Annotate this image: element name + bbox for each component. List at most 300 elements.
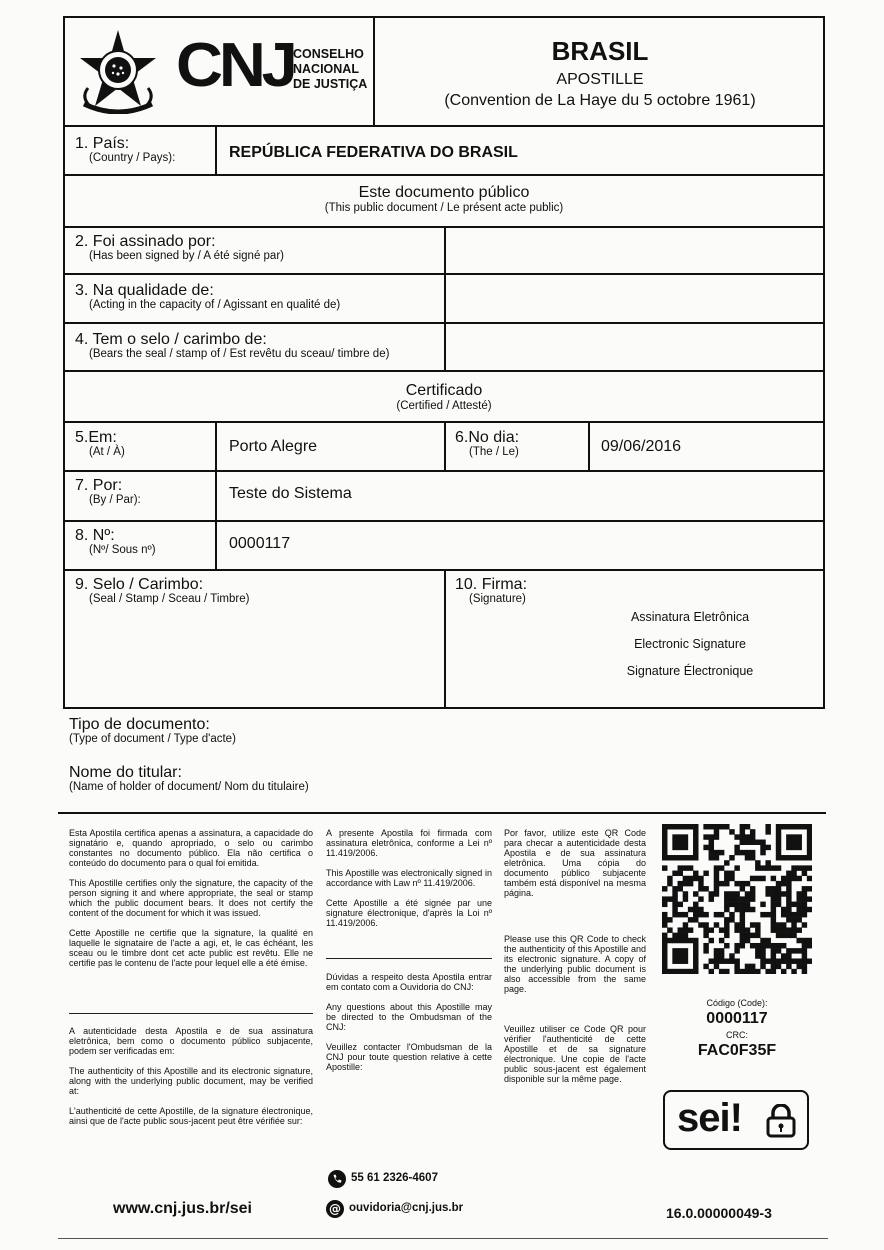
qr-module [807,907,812,912]
qr-module [703,964,708,969]
sei-logo-text: sei! [677,1096,742,1140]
qr-module [771,927,776,932]
signed-label-text: 2. Foi assinado por: [75,233,216,250]
qr-module [714,891,719,896]
qr-module [667,969,672,974]
qr-module [683,834,688,839]
qr-module [729,876,734,881]
qr-module [693,958,698,963]
qr-module [667,896,672,901]
qr-module [771,917,776,922]
qr-module [802,891,807,896]
qr-module [683,912,688,917]
qr-module [750,907,755,912]
qr-module [734,845,739,850]
qr-module [672,840,677,845]
brazil-coat-of-arms-emblem [74,28,162,114]
qr-module [771,953,776,958]
footer-col3-p1: Por favor, utilize este QR Code para checar a autenticidade desta Apostila e de sua assinatura eletrônica. Uma cópia do documento público subjacente também está disponível na mesma página. [504,828,646,898]
qr-module [724,927,729,932]
email-icon [326,1200,344,1218]
qr-code[interactable] [662,824,812,974]
apostille-title: APOSTILLE [556,71,644,88]
footer-col1-p6: L'authenticité de cette Apostille, de la signature électronique, ainsi que de l'acte public sous-jacent peut être vérifiée sur: [69,1106,313,1126]
qr-module [745,881,750,886]
qr-module [709,850,714,855]
qr-module [734,907,739,912]
qr-module [755,927,760,932]
qr-module [693,876,698,881]
footer-col2-p3: Cette Apostille a été signée par une signature électronique, d'après la Loi nº 11.419/2006. [326,898,492,928]
footer-col1-p2: This Apostille certifies only the signature, the capacity of the person signing it and where appropriate, the seal or stamp which the public document bears. It does not certify the content of the document for which it was issued. [69,878,313,918]
qr-module [688,876,693,881]
qr-module [714,829,719,834]
qr-module [683,922,688,927]
qr-module [781,824,786,829]
qr-module [729,855,734,860]
qr-module [729,896,734,901]
qr-module [786,933,791,938]
qr-module [719,969,724,974]
qr-module [740,834,745,839]
qr-module [719,824,724,829]
qr-module [786,927,791,932]
qr-module [745,855,750,860]
qr-module [776,943,781,948]
qr-module [678,948,683,953]
footer-col1-verify [69,1026,313,1136]
qr-module [791,933,796,938]
qr-module [719,865,724,870]
qr-module [750,922,755,927]
qr-module [760,840,765,845]
qr-module [796,907,801,912]
qr-module [802,855,807,860]
qr-module [729,902,734,907]
qr-module [683,933,688,938]
qr-module [771,948,776,953]
qr-module [807,886,812,891]
qr-module [693,855,698,860]
phone-icon [328,1170,346,1188]
qr-module [791,871,796,876]
email-address[interactable]: ouvidoria@cnj.jus.br [349,1202,464,1214]
qr-module [776,902,781,907]
qr-module [807,850,812,855]
qr-module [807,824,812,829]
qr-module [698,896,703,901]
signature-en: Electronic Signature [634,637,746,651]
qr-module [662,958,667,963]
col-divider [215,421,217,570]
qr-module [760,943,765,948]
qr-module [724,896,729,901]
qr-module [709,938,714,943]
qr-module [755,840,760,845]
qr-module [688,824,693,829]
qr-module [786,958,791,963]
qr-module [796,824,801,829]
qr-module [781,891,786,896]
qr-module [745,933,750,938]
qr-module [776,922,781,927]
qr-module [791,927,796,932]
qr-module [724,876,729,881]
qr-module [802,912,807,917]
qr-module [724,824,729,829]
qr-module [791,855,796,860]
qr-module [683,927,688,932]
qr-module [672,912,677,917]
qr-module [693,871,698,876]
qr-module [683,865,688,870]
qr-module [734,969,739,974]
qr-module [740,881,745,886]
qr-module [709,824,714,829]
qr-module [672,953,677,958]
qr-module [791,958,796,963]
qr-module [693,824,698,829]
tipo-label-text: Tipo de documento: [69,716,210,733]
em-value: Porto Alegre [229,438,318,455]
qr-module [714,948,719,953]
qr-module [771,865,776,870]
qr-module [791,917,796,922]
qr-module [693,964,698,969]
qr-module [765,958,770,963]
qr-module [796,891,801,896]
qr-module [771,964,776,969]
qr-module [678,834,683,839]
org-name-line3: DE JUSTIÇA [293,77,368,91]
qr-module [786,902,791,907]
qr-module [760,850,765,855]
qr-module [709,896,714,901]
qr-module [662,933,667,938]
qr-module [693,845,698,850]
qr-module [750,829,755,834]
qr-module [796,912,801,917]
day-sub: (The / Le) [469,446,519,458]
qr-module [807,865,812,870]
tipo-label [69,716,236,746]
qr-module [776,886,781,891]
qr-module [776,948,781,953]
qr-module [693,834,698,839]
qr-module [688,881,693,886]
qr-module [740,969,745,974]
qr-module [781,958,786,963]
qr-module [703,933,708,938]
qr-module [740,824,745,829]
qr-module [791,865,796,870]
num-sub: (Nº/ Sous nº) [89,544,156,556]
nome-sub: (Name of holder of document/ Nom du titulaire) [69,781,309,793]
qr-module [786,917,791,922]
qr-module [750,834,755,839]
org-name-line2: NACIONAL [293,62,359,76]
qr-module [714,953,719,958]
qr-module [760,845,765,850]
footer-col2-p6: Veuillez contacter l'Ombudsman de la CNJ pour toute question relative à cette Apostille: [326,1042,492,1072]
qr-module [796,896,801,901]
qr-module [771,896,776,901]
qr-module [698,881,703,886]
qr-module [781,876,786,881]
qr-module [740,829,745,834]
qr-module [714,850,719,855]
qr-module [698,922,703,927]
selo-label [75,576,249,606]
row-line [63,322,825,324]
qr-module [709,855,714,860]
qr-module [750,886,755,891]
qr-module [724,881,729,886]
qr-module [750,943,755,948]
qr-module [688,865,693,870]
qr-module [760,876,765,881]
qr-module [709,845,714,850]
qr-module [688,917,693,922]
qr-module [796,927,801,932]
qr-module [740,927,745,932]
qr-module [781,933,786,938]
qr-module [765,865,770,870]
qr-module [662,886,667,891]
qr-module [750,969,755,974]
qr-module [786,886,791,891]
qr-module [719,881,724,886]
qr-module [802,907,807,912]
row-line [63,370,825,372]
qr-module [667,824,672,829]
tipo-sub: (Type of document / Type d'acte) [69,733,236,745]
pais-label-text: 1. País: [75,135,130,152]
qr-module [678,871,683,876]
col-divider [444,569,446,709]
website-url[interactable]: www.cnj.jus.br/sei [113,1200,252,1217]
qr-module [703,824,708,829]
qr-module [771,907,776,912]
qr-module [672,969,677,974]
qr-module [703,886,708,891]
qr-module [709,834,714,839]
qr-module [688,855,693,860]
qr-module [724,891,729,896]
qr-module [667,881,672,886]
qr-module [688,938,693,943]
qr-module [678,845,683,850]
qr-module [734,896,739,901]
bottom-edge-line [58,1238,828,1239]
selo-label-text: 9. Selo / Carimbo: [75,576,204,593]
qr-module [802,943,807,948]
qr-module [740,907,745,912]
qr-module [776,896,781,901]
qr-module [683,840,688,845]
qr-module [703,922,708,927]
qr-module [776,845,781,850]
qr-module [781,907,786,912]
qr-module [765,969,770,974]
qr-module [662,896,667,901]
cnj-logo: CNJ [176,31,294,100]
day-label [455,429,519,459]
qr-module [765,912,770,917]
svg-text:@: @ [329,1202,341,1216]
qr-module [729,871,734,876]
qr-module [672,871,677,876]
qr-module [683,948,688,953]
qr-module [678,865,683,870]
qr-module [776,958,781,963]
crc-value: FAC0F35F [697,1042,777,1059]
footer-col3-p3: Veuillez utiliser ce Code QR pour vérifier l'authenticité de cette Apostille et de sa signature électronique. Une copie de l'acte public sous-jacent est également disponible sur la même page. [504,1024,646,1084]
qr-module [765,860,770,865]
qr-module [750,855,755,860]
qr-module [724,933,729,938]
qr-module [791,902,796,907]
qr-module [781,969,786,974]
qr-module [714,871,719,876]
qr-module [719,850,724,855]
qr-module [771,912,776,917]
firma-label [455,576,527,606]
qr-module [662,938,667,943]
row-line [63,174,825,176]
qr-module [745,896,750,901]
qr-module [776,829,781,834]
qr-module [802,902,807,907]
qr-module [729,891,734,896]
qr-module [760,902,765,907]
qr-module [750,891,755,896]
qr-module [683,824,688,829]
qr-module [776,834,781,839]
firma-sub: (Signature) [469,593,526,605]
qr-module [698,876,703,881]
code-block [662,998,812,1060]
qr-module [703,845,708,850]
footer-col3-p2: Please use this QR Code to check the authenticity of this Apostille and its electronic signature. A copy of the underlying public document is also accessible from the same page. [504,934,646,994]
qr-module [802,871,807,876]
por-label-text: 7. Por: [75,477,123,494]
qr-module [734,850,739,855]
qr-module [662,840,667,845]
qr-module [776,840,781,845]
qr-module [776,865,781,870]
qr-module [678,886,683,891]
qr-module [781,953,786,958]
qr-module [760,912,765,917]
qr-module [703,912,708,917]
qr-module [729,958,734,963]
qr-module [750,840,755,845]
qr-module [786,896,791,901]
qr-module [786,891,791,896]
qr-module [760,964,765,969]
qr-module [765,845,770,850]
qr-module [740,933,745,938]
qr-module [683,881,688,886]
qr-module [802,938,807,943]
qr-module [729,953,734,958]
qr-module [662,953,667,958]
qr-module [693,850,698,855]
org-name [293,47,367,92]
qr-module [683,953,688,958]
qr-module [688,907,693,912]
qr-module [662,969,667,974]
nome-label [69,764,309,794]
qr-module [729,829,734,834]
firma-label-text: 10. Firma: [455,576,528,593]
qr-module [802,958,807,963]
qr-module [724,871,729,876]
qr-module [693,917,698,922]
crc-label: CRC: [726,1030,748,1040]
qr-module [755,876,760,881]
qr-module [771,969,776,974]
qr-module [714,964,719,969]
footer-col2 [326,828,492,938]
pais-sub: (Country / Pays): [89,152,176,164]
qr-module [802,896,807,901]
qr-module [771,958,776,963]
qr-module [796,876,801,881]
qr-module [703,927,708,932]
qr-module [796,938,801,943]
qr-module [807,840,812,845]
day-label-text: 6.No dia: [455,429,520,446]
qr-module [672,824,677,829]
footer-col1-p5: The authenticity of this Apostille and its electronic signature, along with the underlying public document, may be verified at: [69,1066,313,1096]
qr-module [807,845,812,850]
col-divider [444,421,446,471]
qr-module [776,933,781,938]
qr-module [776,964,781,969]
qr-module [765,938,770,943]
qr-module [802,964,807,969]
qr-module [776,927,781,932]
qr-module [672,958,677,963]
qr-module [734,902,739,907]
qr-module [771,922,776,927]
qr-module [802,969,807,974]
qr-module [796,958,801,963]
qr-module [796,855,801,860]
qr-module [678,881,683,886]
qr-module [807,829,812,834]
qr-module [662,855,667,860]
qr-module [719,927,724,932]
qr-module [740,943,745,948]
col-divider [444,226,446,371]
qr-module [662,917,667,922]
qr-module [672,948,677,953]
qr-module [740,896,745,901]
qr-module [771,943,776,948]
qr-module [662,834,667,839]
convention-text: (Convention de La Haye du 5 octobre 1961) [444,92,756,109]
qr-module [714,855,719,860]
qr-module [740,840,745,845]
qr-module [796,902,801,907]
qr-module [786,840,791,845]
qr-module [672,834,677,839]
num-label-text: 8. Nº: [75,527,115,544]
qr-module [765,829,770,834]
